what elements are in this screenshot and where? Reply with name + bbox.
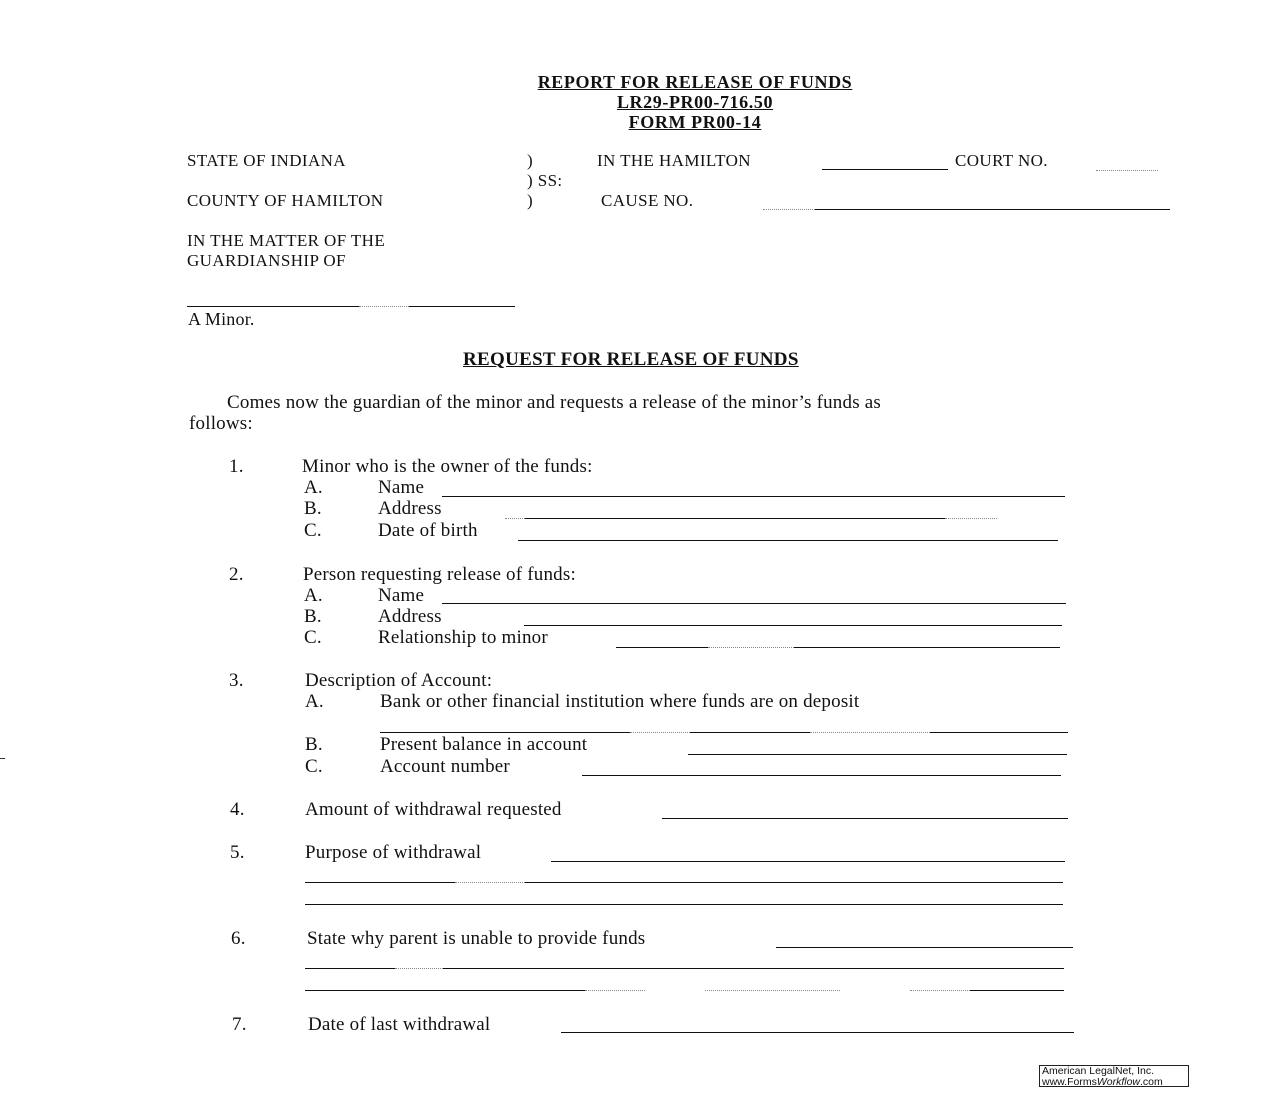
state-label: STATE OF INDIANA [187, 151, 346, 170]
county-label: COUNTY OF HAMILTON [187, 191, 384, 210]
purpose-input-line3[interactable] [305, 904, 1063, 905]
purpose-input[interactable] [551, 861, 1065, 862]
item-label: Person requesting release of funds: [303, 564, 576, 585]
caption-paren: ) [527, 151, 534, 170]
purpose-input-line2b[interactable] [525, 882, 1063, 883]
subitem-letter: B. [304, 606, 322, 627]
subitem-label: Name [378, 477, 425, 498]
purpose-input-line2[interactable] [305, 882, 455, 883]
subitem-letter: C. [305, 756, 323, 777]
reason-dots [705, 990, 840, 991]
relationship-input-2[interactable] [794, 647, 1060, 648]
reason-input-line3b[interactable] [970, 990, 1064, 991]
item-label: State why parent is unable to provide funds [307, 928, 646, 949]
publisher-company: American LegalNet, Inc. [1042, 1065, 1155, 1077]
court-no-field[interactable] [1096, 170, 1158, 171]
matter-label-line1: IN THE MATTER OF THE [187, 231, 386, 250]
item-label: Amount of withdrawal requested [305, 799, 562, 820]
relationship-dots [708, 647, 794, 648]
reason-input[interactable] [776, 947, 1073, 948]
item-number: 6. [231, 928, 246, 949]
minor-address-dots [505, 518, 525, 519]
balance-input[interactable] [688, 754, 1067, 755]
bank-input-3[interactable] [930, 732, 1068, 733]
subitem-label: Address [378, 498, 442, 519]
form-title: REPORT FOR RELEASE OF FUNDS [537, 72, 853, 92]
caption-paren: ) [527, 191, 534, 210]
reason-input-line2[interactable] [305, 968, 395, 969]
item-number: 3. [229, 670, 244, 691]
item-number: 1. [229, 456, 244, 477]
subitem-letter: B. [305, 734, 323, 755]
cause-no-field[interactable] [815, 209, 1170, 210]
relationship-input[interactable] [616, 647, 708, 648]
item-number: 4. [230, 799, 245, 820]
court-name-field[interactable] [822, 169, 948, 170]
minor-name-field-2[interactable] [409, 306, 515, 307]
matter-label-line2: GUARDIANSHIP OF [187, 251, 346, 270]
bank-dots [810, 732, 930, 733]
court-no-label: COURT NO. [955, 151, 1048, 170]
local-rule-number: LR29-PR00-716.50 [616, 92, 774, 112]
caption-ss: ) SS: [527, 171, 563, 190]
subitem-letter: A. [304, 477, 323, 498]
minor-dob-input[interactable] [518, 540, 1058, 541]
minor-label: A Minor. [188, 309, 255, 329]
subitem-label: Relationship to minor [378, 627, 548, 648]
reason-dots [910, 990, 970, 991]
withdrawal-amount-input[interactable] [662, 818, 1068, 819]
bank-input[interactable] [380, 732, 630, 733]
subitem-label: Present balance in account [380, 734, 588, 755]
item-label: Minor who is the owner of the funds: [302, 456, 593, 477]
bank-dots [630, 732, 690, 733]
purpose-dots [455, 882, 525, 883]
bank-input-2[interactable] [690, 732, 810, 733]
subitem-letter: B. [304, 498, 322, 519]
publisher-url: www.FormsWorkflow.com [1042, 1076, 1163, 1088]
minor-name-input[interactable] [442, 496, 1065, 497]
item-label: Date of last withdrawal [308, 1014, 491, 1035]
subitem-letter: C. [304, 627, 322, 648]
subitem-letter: A. [304, 585, 323, 606]
subitem-letter: A. [305, 691, 324, 712]
item-label: Purpose of withdrawal [305, 842, 482, 863]
item-label: Description of Account: [305, 670, 493, 691]
last-withdrawal-date-input[interactable] [561, 1032, 1074, 1033]
requester-address-input[interactable] [524, 625, 1062, 626]
intro-text-line1: Comes now the guardian of the minor and requests a release of the minor’s funds as [227, 392, 881, 413]
subitem-label: Address [378, 606, 442, 627]
court-prefix-label: IN THE HAMILTON [597, 151, 751, 170]
minor-name-field-dots [359, 306, 409, 307]
item-number: 7. [232, 1014, 247, 1035]
requester-name-input[interactable] [442, 603, 1066, 604]
request-heading: REQUEST FOR RELEASE OF FUNDS [463, 349, 799, 370]
intro-text-line2: follows: [189, 413, 253, 434]
subitem-letter: C. [304, 520, 322, 541]
account-number-input[interactable] [582, 775, 1061, 776]
publisher-badge [1039, 1065, 1189, 1087]
reason-dots [395, 968, 443, 969]
form-number: FORM PR00-14 [628, 112, 762, 132]
subitem-label: Name [378, 585, 425, 606]
cause-no-label: CAUSE NO. [601, 191, 694, 210]
subitem-label: Account number [380, 756, 510, 777]
item-number: 2. [229, 564, 244, 585]
reason-input-line3[interactable] [305, 990, 585, 991]
scan-mark [0, 758, 5, 759]
subitem-label: Bank or other financial institution where funds are on deposit [380, 691, 860, 712]
cause-no-field-dots [763, 209, 815, 210]
subitem-label: Date of birth [378, 520, 478, 541]
minor-address-input[interactable] [525, 518, 945, 519]
item-number: 5. [230, 842, 245, 863]
reason-dots [585, 990, 645, 991]
minor-address-dots [945, 518, 997, 519]
reason-input-line2b[interactable] [443, 968, 1064, 969]
minor-name-field[interactable] [187, 306, 359, 307]
